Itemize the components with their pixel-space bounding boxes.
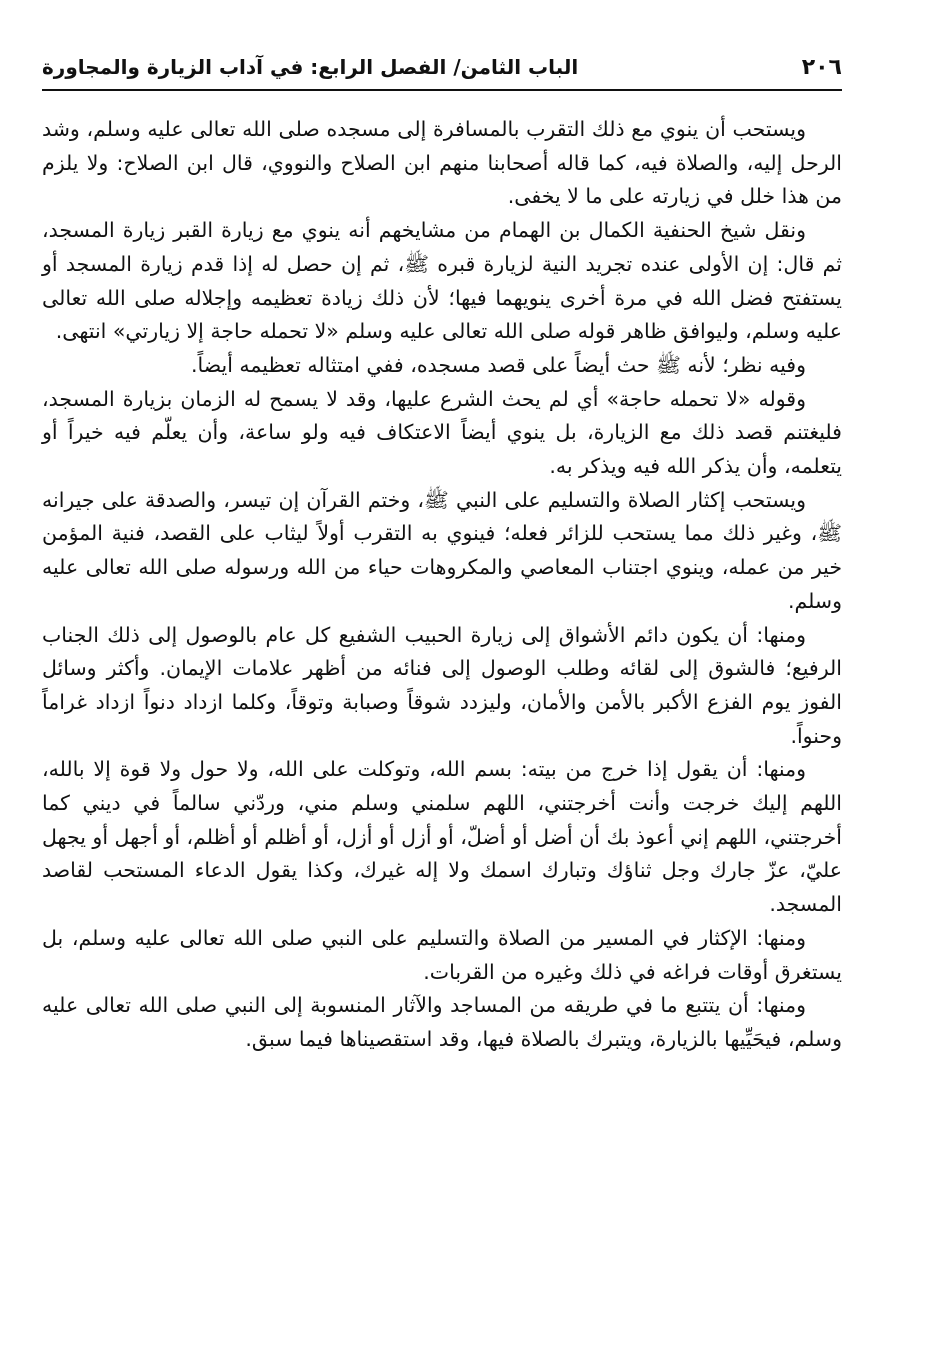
paragraph: ومنها: أن يقول إذا خرج من بيته: بسم الله، وتوكلت على الله، ولا حول ولا قوة إلا بالله، اللهم إليك خرجت وأنت أخرجتني، اللهم سلمني وسلم مني، وردّني سالماً في ديني كما أخرجتني، اللهم إني أعوذ بك أن أضل أو أضلّ، أو أزل أو أزل، أو أظلم أو أظلم، أو أجهل أو يجهل عليّ، عزّ جارك وجل ثناؤك وتبارك اسمك ولا إله غيرك، وكذا يقول الدعاء المستحب لقاصد المسجد. bbox=[42, 757, 842, 917]
page-number: ٢٠٦ bbox=[801, 55, 842, 80]
paragraph: ويستحب إكثار الصلاة والتسليم على النبي ﷺ، وختم القرآن إن تيسر، والصدقة على جيرانه ﷺ، وغير ذلك مما يستحب للزائر فعله؛ فينوي به التقرب أولاً ليثاب على القصد، فنية المؤمن خير من عمله، وينوي اجتناب المعاصي والمكروهات حياء من الله ورسوله صلى الله تعالى عليه وسلم. bbox=[42, 487, 842, 613]
running-header bbox=[42, 52, 842, 91]
paragraph: وفيه نظر؛ لأنه ﷺ حث أيضاً على قصد مسجده، ففي امتثاله تعظيمه أيضاً. bbox=[190, 352, 806, 377]
paragraph: ومنها: أن يكون دائم الأشواق إلى زيارة الحبيب الشفيع كل عام بالوصول إلى ذلك الجناب الرفيع؛ فالشوق إلى لقائه وطلب الوصول إلى فنائه من أظهر علامات الإيمان. وأكثر وسائل الفوز يوم الفزع الأكبر بالأمن والأمان، وليزدد شوقاً وصبابة وتوقاً، وكلما ازداد دنواً ازداد غراماً وحنواً. bbox=[42, 622, 842, 748]
paragraph: وقوله «لا تحمله حاجة» أي لم يحث الشرع عليها، وقد لا يسمح له الزمان بزيارة المسجد، فليغتنم قصد ذلك مع الزيارة، بل ينوي أيضاً الاعتكاف فيه ولو ساعة، وأن يعلّم فيه خيراً أو يتعلمه، وأن يذكر الله فيه ويذكر به. bbox=[42, 386, 842, 479]
paragraph: ومنها: أن يتتبع ما في طريقه من المساجد والآثار المنسوبة إلى النبي صلى الله تعالى عليه وسلم، فيحَيِّيها بالزيارة، ويتبرك بالصلاة فيها، وقد استقصيناها فيما سبق. bbox=[42, 993, 842, 1051]
paragraph: ومنها: الإكثار في المسير من الصلاة والتسليم على النبي صلى الله تعالى عليه وسلم، بل يستغرق أوقات فراغه في ذلك وغيره من القربات. bbox=[42, 925, 842, 984]
paragraph: ويستحب أن ينوي مع ذلك التقرب بالمسافرة إلى مسجده صلى الله تعالى عليه وسلم، وشد الرحل إليه، والصلاة فيه، كما قاله أصحابنا منهم ابن الصلاح والنووي، قال ابن الصلاح: ولا يلزم من هذا خلل في زيارته على ما لا يخفى. bbox=[42, 117, 842, 209]
running-title: الباب الثامن/ الفصل الرابع: في آداب الزيارة والمجاورة bbox=[42, 55, 579, 79]
body-text bbox=[42, 113, 842, 1057]
paragraph: ونقل شيخ الحنفية الكمال بن الهمام من مشايخهم أنه ينوي مع زيارة القبر زيارة المسجد، ثم قال: إن الأولى عنده تجريد النية لزيارة قبره ﷺ، ثم إن حصل له إذا قدم زيارة المسجد أو يستفتح فضل الله في مرة أخرى ينويهما فيها؛ لأن ذلك زيادة تعظيمه وإجلاله صلى الله تعالى عليه وسلم، وليوافق ظاهر قوله صلى الله تعالى عليه وسلم «لا تحمله حاجة إلا زيارتي» انتهى. bbox=[42, 218, 842, 344]
